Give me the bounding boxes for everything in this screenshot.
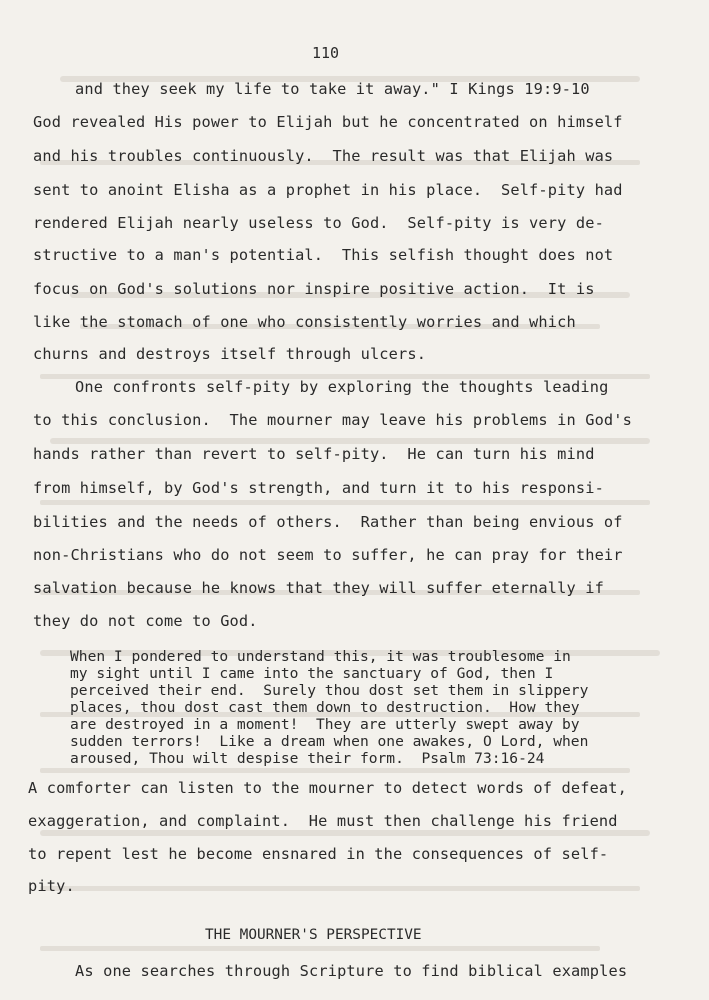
text-line: exaggeration, and complaint. He must then challenge his friend [28, 812, 618, 830]
text-line: pity. [28, 877, 75, 895]
text-line: structive to a man's potential. This selfish thought does not [33, 246, 614, 264]
text-line: God revealed His power to Elijah but he concentrated on himself [33, 113, 623, 131]
quote-line: When I pondered to understand this, it was troublesome in [70, 648, 571, 665]
quote-line: perceived their end. Surely thou dost set them in slippery [70, 682, 589, 699]
text-line: from himself, by God's strength, and turn it to his responsi- [33, 479, 604, 497]
text-line: churns and destroys itself through ulcers. [33, 345, 427, 363]
paragraph-4-first-line: As one searches through Scripture to find biblical examples [75, 962, 628, 980]
text-line: to repent lest he become ensnared in the consequences of self- [28, 845, 609, 863]
page-number: 110 [312, 44, 340, 62]
text-line: to this conclusion. The mourner may leave his problems in God's [33, 411, 633, 429]
section-heading: THE MOURNER'S PERSPECTIVE [205, 927, 422, 943]
quote-line: sudden terrors! Like a dream when one awakes, O Lord, when [70, 733, 589, 750]
text-line: rendered Elijah nearly useless to God. Self-pity is very de- [33, 214, 604, 232]
text-line: salvation because he knows that they will suffer eternally if [33, 579, 604, 597]
quote-line: aroused, Thou wilt despise their form. Psalm 73:16-24 [70, 750, 545, 767]
text-line: like the stomach of one who consistently worries and which [33, 313, 576, 331]
text-line: hands rather than revert to self-pity. He can turn his mind [33, 445, 595, 463]
quote-line: are destroyed in a moment! They are utterly swept away by [70, 716, 580, 733]
text-line: they do not come to God. [33, 612, 258, 630]
text-line: A comforter can listen to the mourner to detect words of defeat, [28, 779, 628, 797]
text-line: One confronts self-pity by exploring the thoughts leading [75, 378, 609, 396]
quote-line: my sight until I came into the sanctuary of God, then I [70, 665, 554, 682]
text-line: focus on God's solutions nor inspire positive action. It is [33, 280, 595, 298]
text-line: and they seek my life to take it away." I Kings 19:9-10 [75, 80, 590, 98]
text-line: sent to anoint Elisha as a prophet in his place. Self-pity had [33, 181, 623, 199]
text-line: bilities and the needs of others. Rather than being envious of [33, 513, 623, 531]
text-line: and his troubles continuously. The result was that Elijah was [33, 147, 614, 165]
quote-line: places, thou dost cast them down to destruction. How they [70, 699, 580, 716]
text-line: non-Christians who do not seem to suffer, he can pray for their [33, 546, 623, 564]
